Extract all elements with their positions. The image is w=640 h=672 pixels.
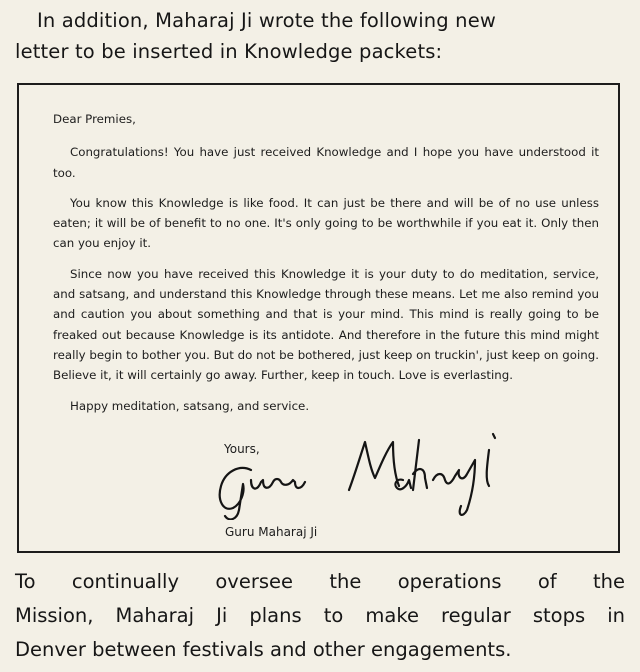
letter-paragraph-food: You know this Knowledge is like food. It can just be there and will be of no use unless eaten; it will be of benefit to no one. It's only going to be worthwhile if you eat it. Only then can you enjoy it. [53, 195, 599, 251]
letter-closing: Yours, [224, 442, 260, 456]
letter-signer-name: Guru Maharaj Ji [225, 525, 318, 539]
outro-line-3: Denver between festivals and other engagements. [15, 638, 512, 661]
outro-line-1: To continually oversee the operations of the [15, 570, 625, 593]
outro-text [15, 565, 625, 667]
intro-line-2: letter to be inserted in Knowledge packets: [15, 40, 443, 63]
outro-line-2: Mission, Maharaj Ji plans to make regular stops in [15, 604, 625, 627]
letter-body [53, 109, 599, 416]
letter-paragraph-duty: Since now you have received this Knowledge it is your duty to do meditation, service, and satsang, and understand this Knowledge through these means. Let me also remind you and caution you about something and that is your mind. This mind is really going to be freaked out because Knowledge is its antidote. And therefore in the future this mind might really begin to bother you. But do not be bothered, just keep on truckin', just keep on going. Believe it, it will certainly go away. Further, keep in touch. Love is everlasting. [53, 266, 599, 383]
handwritten-signature [199, 420, 539, 520]
letter-box [17, 83, 620, 553]
intro-text [15, 5, 635, 67]
letter-paragraph-congratulations: Congratulations! You have just received Knowledge and I hope you have understood it too. [53, 145, 599, 180]
letter-paragraph-happy: Happy meditation, satsang, and service. [70, 398, 310, 413]
letter-salutation: Dear Premies, [53, 112, 136, 126]
intro-line-1: In addition, Maharaj Ji wrote the following new [37, 9, 496, 32]
